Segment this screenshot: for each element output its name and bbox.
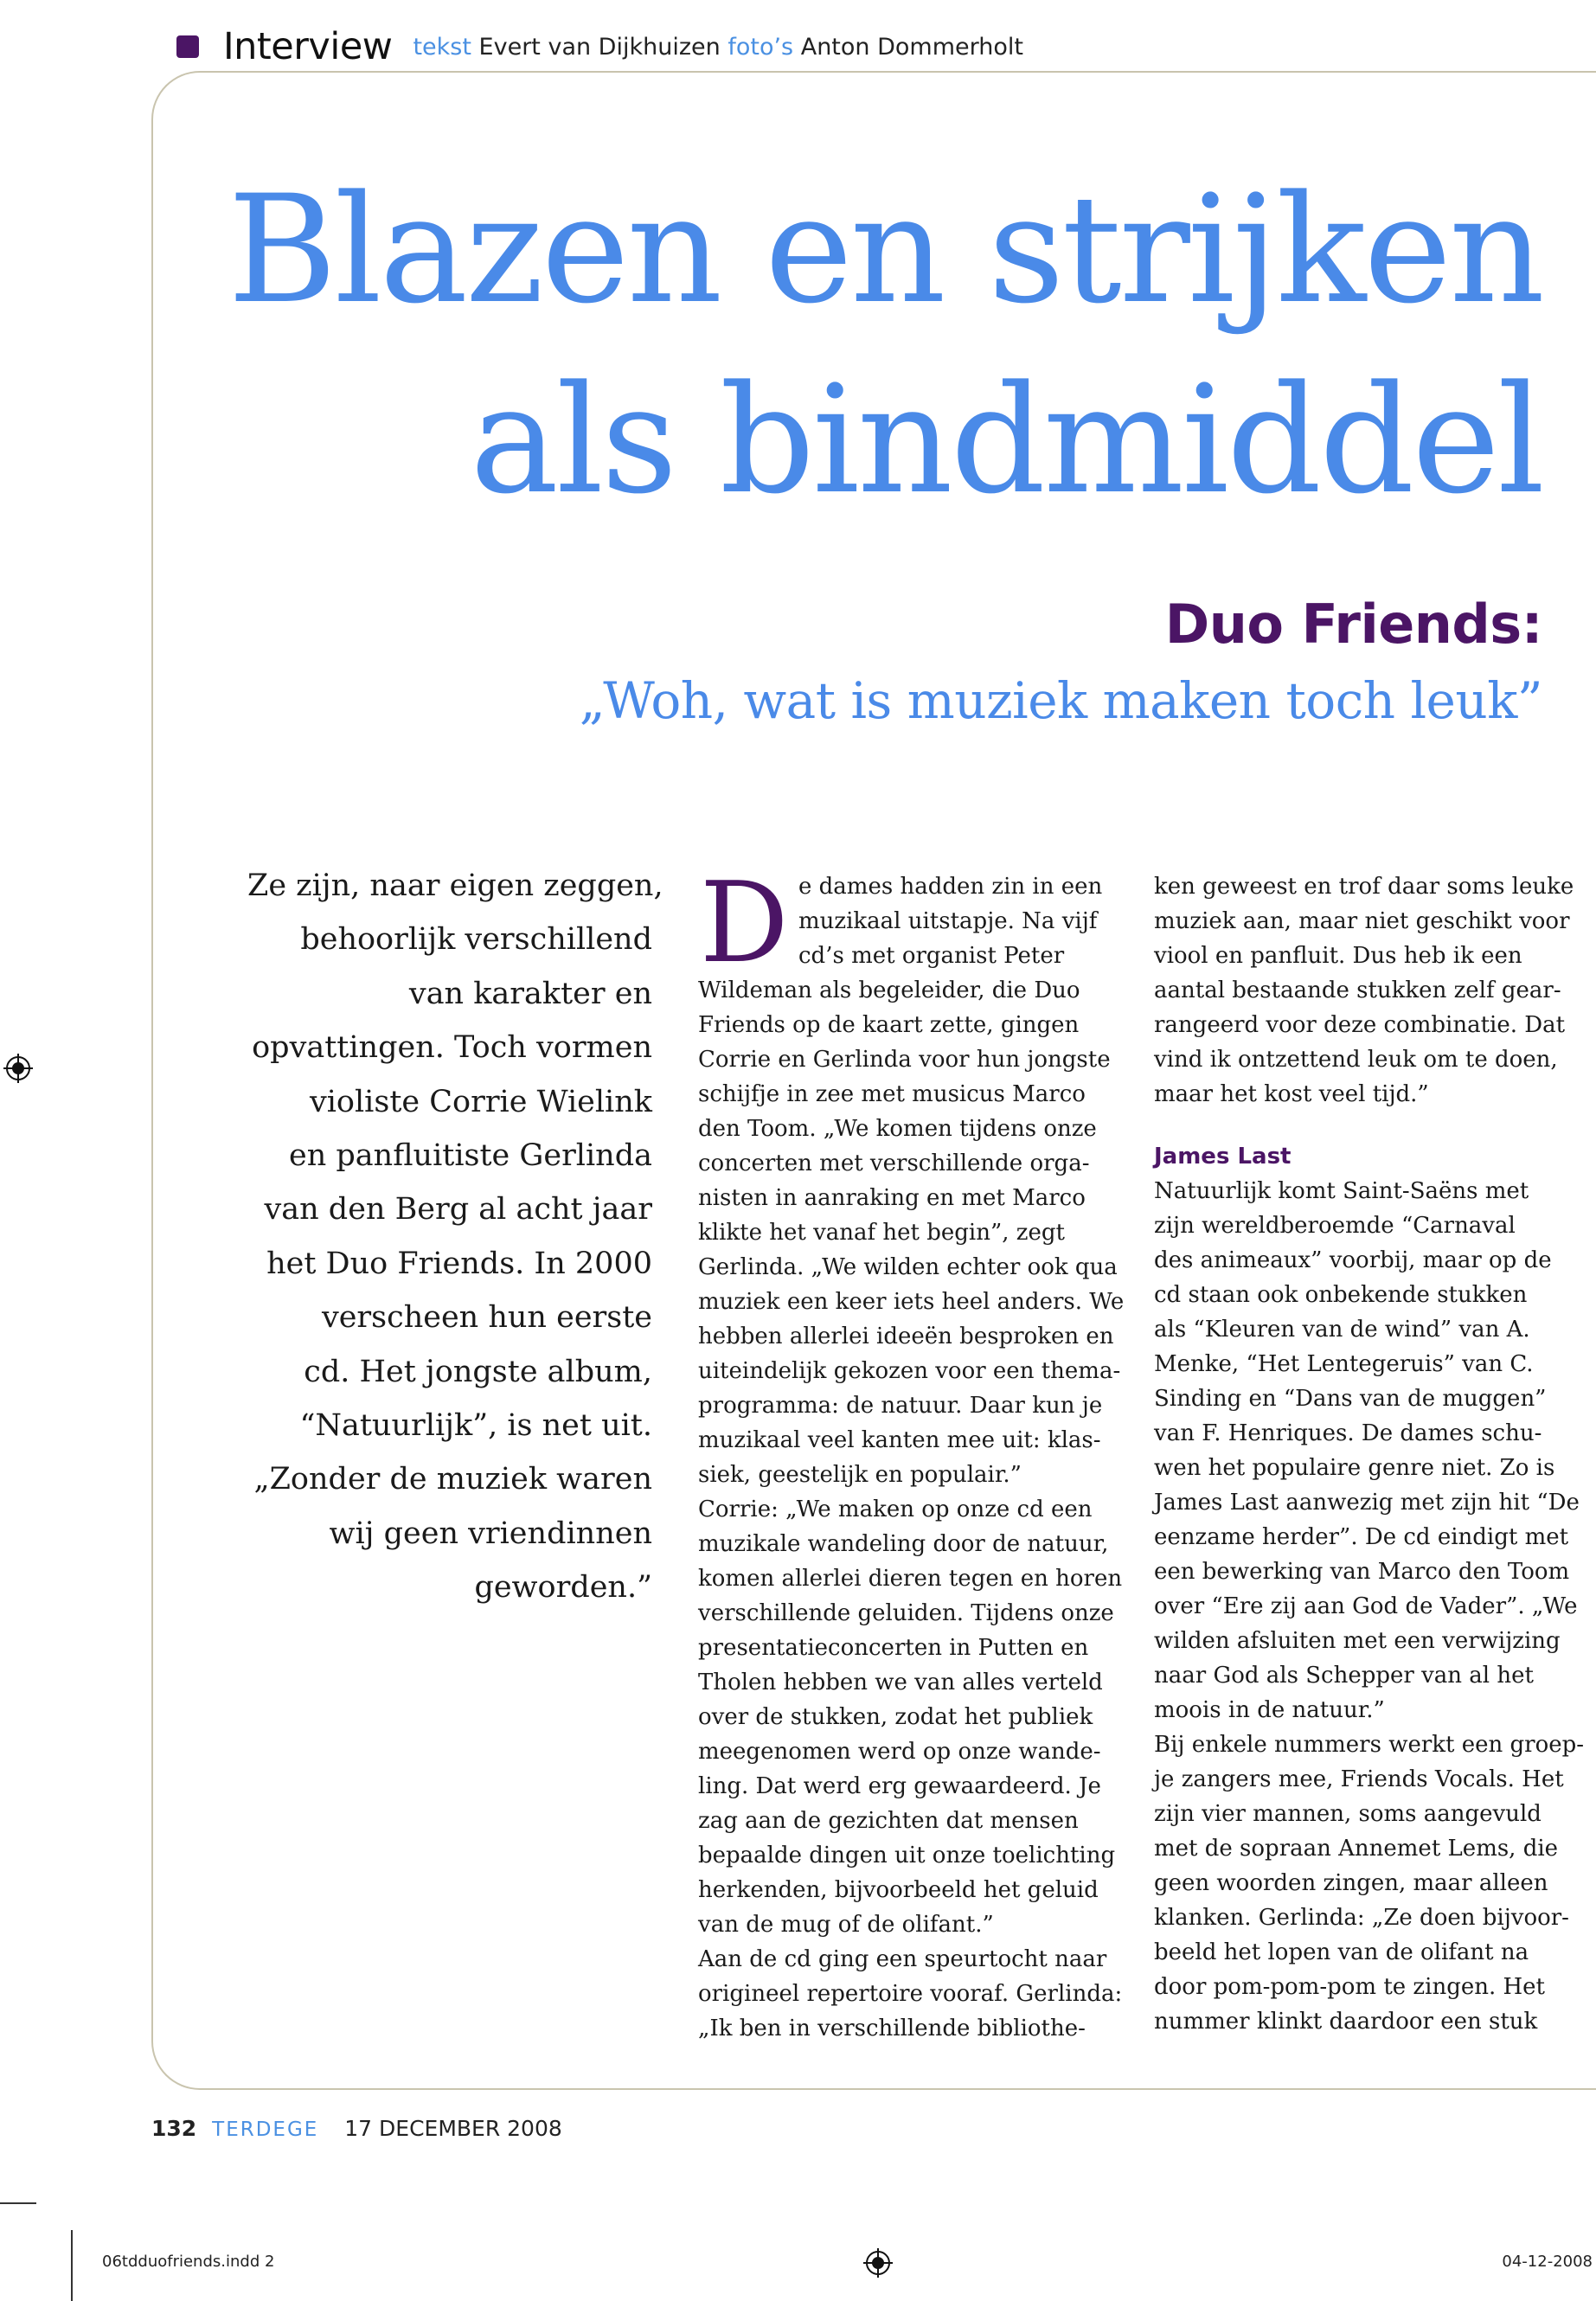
drop-cap-lines — [698, 869, 1118, 973]
text-line: Corrie: „We maken op onze cd een — [698, 1497, 1093, 1522]
text-line: bepaalde dingen uit onze toelichting — [698, 1843, 1116, 1868]
text-line: concerten met verschillende orga- — [698, 1150, 1090, 1176]
text-line: over de stukken, zodat het publiek — [698, 1704, 1093, 1730]
subtitle-quote: „Woh, wat is muziek maken toch leuk” — [579, 671, 1542, 730]
headline-line-2: als bindmiddel — [470, 353, 1542, 527]
photographer-name: Anton Dommerholt — [800, 33, 1023, 61]
text-line: Wildeman als begeleider, die Duo — [698, 977, 1080, 1003]
paragraph-gap — [1154, 1112, 1586, 1139]
text-line: wen het populaire genre niet. Zo is — [1154, 1455, 1555, 1481]
column-1-text — [698, 973, 1125, 2046]
text-line: zag aan de gezichten dat mensen — [698, 1808, 1079, 1834]
article-header — [176, 19, 1023, 74]
text-line: een bewerking van Marco den Toom — [1154, 1559, 1570, 1585]
text-line: door pom-pom-pom te zingen. Het — [1154, 1974, 1546, 2000]
text-line: moois in de natuur.” — [1154, 1697, 1385, 1723]
intro-line: Ze zijn, naar eigen zeggen, — [247, 868, 663, 903]
text-line: nummer klinkt daardoor een stuk — [1154, 2009, 1538, 2035]
intro-line: cd. Het jongste album, — [304, 1354, 652, 1389]
text-line: des animeaux” voorbij, maar op de — [1154, 1247, 1552, 1273]
text-line: cd’s met organist Peter — [798, 943, 1065, 969]
column-2-text-a — [1154, 869, 1586, 1112]
text-line: muziek een keer iets heel anders. We — [698, 1289, 1125, 1315]
text-line: vind ik ontzettend leuk om te doen, — [1154, 1047, 1558, 1073]
page-footer — [151, 2116, 562, 2141]
text-line: komen allerlei dieren tegen en horen — [698, 1566, 1123, 1592]
text-line: zijn wereldberoemde “Carnaval — [1154, 1213, 1516, 1239]
text-line: wilden afsluiten met een verwijzing — [1154, 1628, 1561, 1654]
text-line: uiteindelijk gekozen voor een thema- — [698, 1358, 1121, 1384]
text-line: muzikale wandeling door de natuur, — [698, 1531, 1109, 1557]
writer-label: tekst — [413, 33, 471, 61]
crop-mark — [71, 2230, 73, 2301]
text-line: als “Kleuren van de wind” van A. — [1154, 1317, 1530, 1343]
text-line: Corrie en Gerlinda voor hun jongste — [698, 1047, 1111, 1073]
intro-line: behoorlijk verschillend — [300, 922, 652, 958]
intro-line: violiste Corrie Wielink — [309, 1084, 652, 1119]
text-line: herkenden, bijvoorbeeld het geluid — [698, 1877, 1099, 1903]
magazine-name: TERDEGE — [212, 2118, 319, 2141]
text-line: eenzame herder”. De cd eindigt met — [1154, 1524, 1569, 1550]
text-line: ken geweest en trof daar soms leuke — [1154, 874, 1574, 900]
text-line: naar God als Schepper van al het — [1154, 1663, 1534, 1689]
intro-line: wij geen vriendinnen — [329, 1516, 652, 1551]
photo-label: foto’s — [727, 33, 794, 61]
intro-line: „Zonder de muziek waren — [253, 1462, 652, 1497]
text-line: James Last aanwezig met zijn hit “De — [1154, 1490, 1580, 1516]
crop-mark — [0, 2202, 36, 2204]
text-line: meegenomen werd op onze wande- — [698, 1739, 1101, 1765]
intro-paragraph — [247, 859, 663, 1615]
body-column-1 — [698, 859, 1125, 2046]
text-line: Bij enkele nummers werkt een groep- — [1154, 1732, 1585, 1758]
intro-line: geworden.” — [474, 1570, 652, 1606]
slug-filename: 06tdduofriends.indd 2 — [102, 2253, 275, 2271]
text-line: nisten in aanraking en met Marco — [698, 1185, 1086, 1211]
text-line: „Ik ben in verschillende bibliothe- — [698, 2016, 1086, 2041]
intro-line: verscheen hun eerste — [321, 1300, 652, 1336]
kicker: Duo Friends: — [1164, 593, 1542, 656]
text-line: muziek aan, maar niet geschikt voor — [1154, 908, 1570, 934]
text-line: Aan de cd ging een speurtocht naar — [698, 1946, 1107, 1972]
text-line: verschillende geluiden. Tijdens onze — [698, 1600, 1114, 1626]
text-line: Tholen hebben we van alles verteld — [698, 1670, 1103, 1695]
text-line: schijfje in zee met musicus Marco — [698, 1081, 1086, 1107]
intro-line: en panfluitiste Gerlinda — [289, 1138, 652, 1174]
slug-date: 04-12-2008 — [1502, 2253, 1593, 2271]
text-line: presentatieconcerten in Putten en — [698, 1635, 1089, 1661]
intro-line: opvattingen. Toch vormen — [252, 1030, 652, 1066]
registration-mark-icon — [863, 2248, 893, 2278]
headline-line-1: Blazen en strijken — [228, 163, 1542, 336]
page-number: 132 — [151, 2116, 197, 2141]
body-column-2 — [1154, 869, 1586, 2039]
writer-name: Evert van Dijkhuizen — [478, 33, 721, 61]
text-line: hebben allerlei ideeën besproken en — [698, 1324, 1114, 1349]
text-line: origineel repertoire vooraf. Gerlinda: — [698, 1981, 1123, 2007]
text-line: cd staan ook onbekende stukken — [1154, 1282, 1528, 1308]
text-line: Gerlinda. „We wilden echter ook qua — [698, 1254, 1118, 1280]
text-line: met de sopraan Annemet Lems, die — [1154, 1836, 1559, 1862]
text-line: over “Ere zij aan God de Vader”. „We — [1154, 1593, 1578, 1619]
text-line: je zangers mee, Friends Vocals. Het — [1154, 1766, 1564, 1792]
text-line: Sinding en “Dans van de muggen” — [1154, 1386, 1547, 1412]
text-line: siek, geestelijk en populair.” — [698, 1462, 1022, 1488]
text-line: aantal bestaande stukken zelf gear- — [1154, 977, 1561, 1003]
text-line: muzikaal veel kanten mee uit: klas- — [698, 1427, 1101, 1453]
text-line: geen woorden zingen, maar alleen — [1154, 1870, 1548, 1896]
intro-line: van den Berg al acht jaar — [264, 1192, 652, 1227]
text-line: ling. Dat werd erg gewaardeerd. Je — [698, 1773, 1101, 1799]
text-line: Friends op de kaart zette, gingen — [698, 1012, 1080, 1038]
column-2-text-b — [1154, 1174, 1586, 2039]
section-label: Interview — [223, 25, 393, 68]
text-line: rangeerd voor deze combinatie. Dat — [1154, 1012, 1566, 1038]
text-line: Natuurlijk komt Saint-Saëns met — [1154, 1178, 1529, 1204]
text-line: muzikaal uitstapje. Na vijf — [798, 908, 1098, 934]
text-line: den Toom. „We komen tijdens onze — [698, 1116, 1097, 1142]
intro-line: het Duo Friends. In 2000 — [266, 1246, 652, 1281]
text-line: maar het kost veel tijd.” — [1154, 1081, 1429, 1107]
text-line: e dames hadden zin in een — [798, 874, 1103, 900]
text-line: klanken. Gerlinda: „Ze doen bijvoor- — [1154, 1905, 1569, 1931]
text-line: beeld het lopen van de olifant na — [1154, 1939, 1529, 1965]
subheading: James Last — [1154, 1144, 1292, 1170]
drop-cap: D — [700, 859, 789, 988]
issue-date: 17 DECEMBER 2008 — [344, 2116, 562, 2141]
text-line: viool en panfluit. Dus heb ik een — [1154, 943, 1522, 969]
square-bullet-icon — [176, 35, 199, 58]
intro-line: van karakter en — [408, 976, 652, 1011]
text-line: programma: de natuur. Daar kun je — [698, 1393, 1103, 1419]
text-line: klikte het vanaf het begin”, zegt — [698, 1220, 1065, 1246]
byline — [413, 34, 1023, 61]
text-line: van F. Henriques. De dames schu- — [1154, 1420, 1542, 1446]
intro-line: “Natuurlijk”, is net uit. — [299, 1408, 652, 1444]
text-line: van de mug of de olifant.” — [698, 1912, 994, 1938]
registration-mark-icon — [3, 1054, 33, 1083]
text-line: Menke, “Het Lentegeruis” van C. — [1154, 1351, 1534, 1377]
text-line: zijn vier mannen, soms aangevuld — [1154, 1801, 1542, 1827]
